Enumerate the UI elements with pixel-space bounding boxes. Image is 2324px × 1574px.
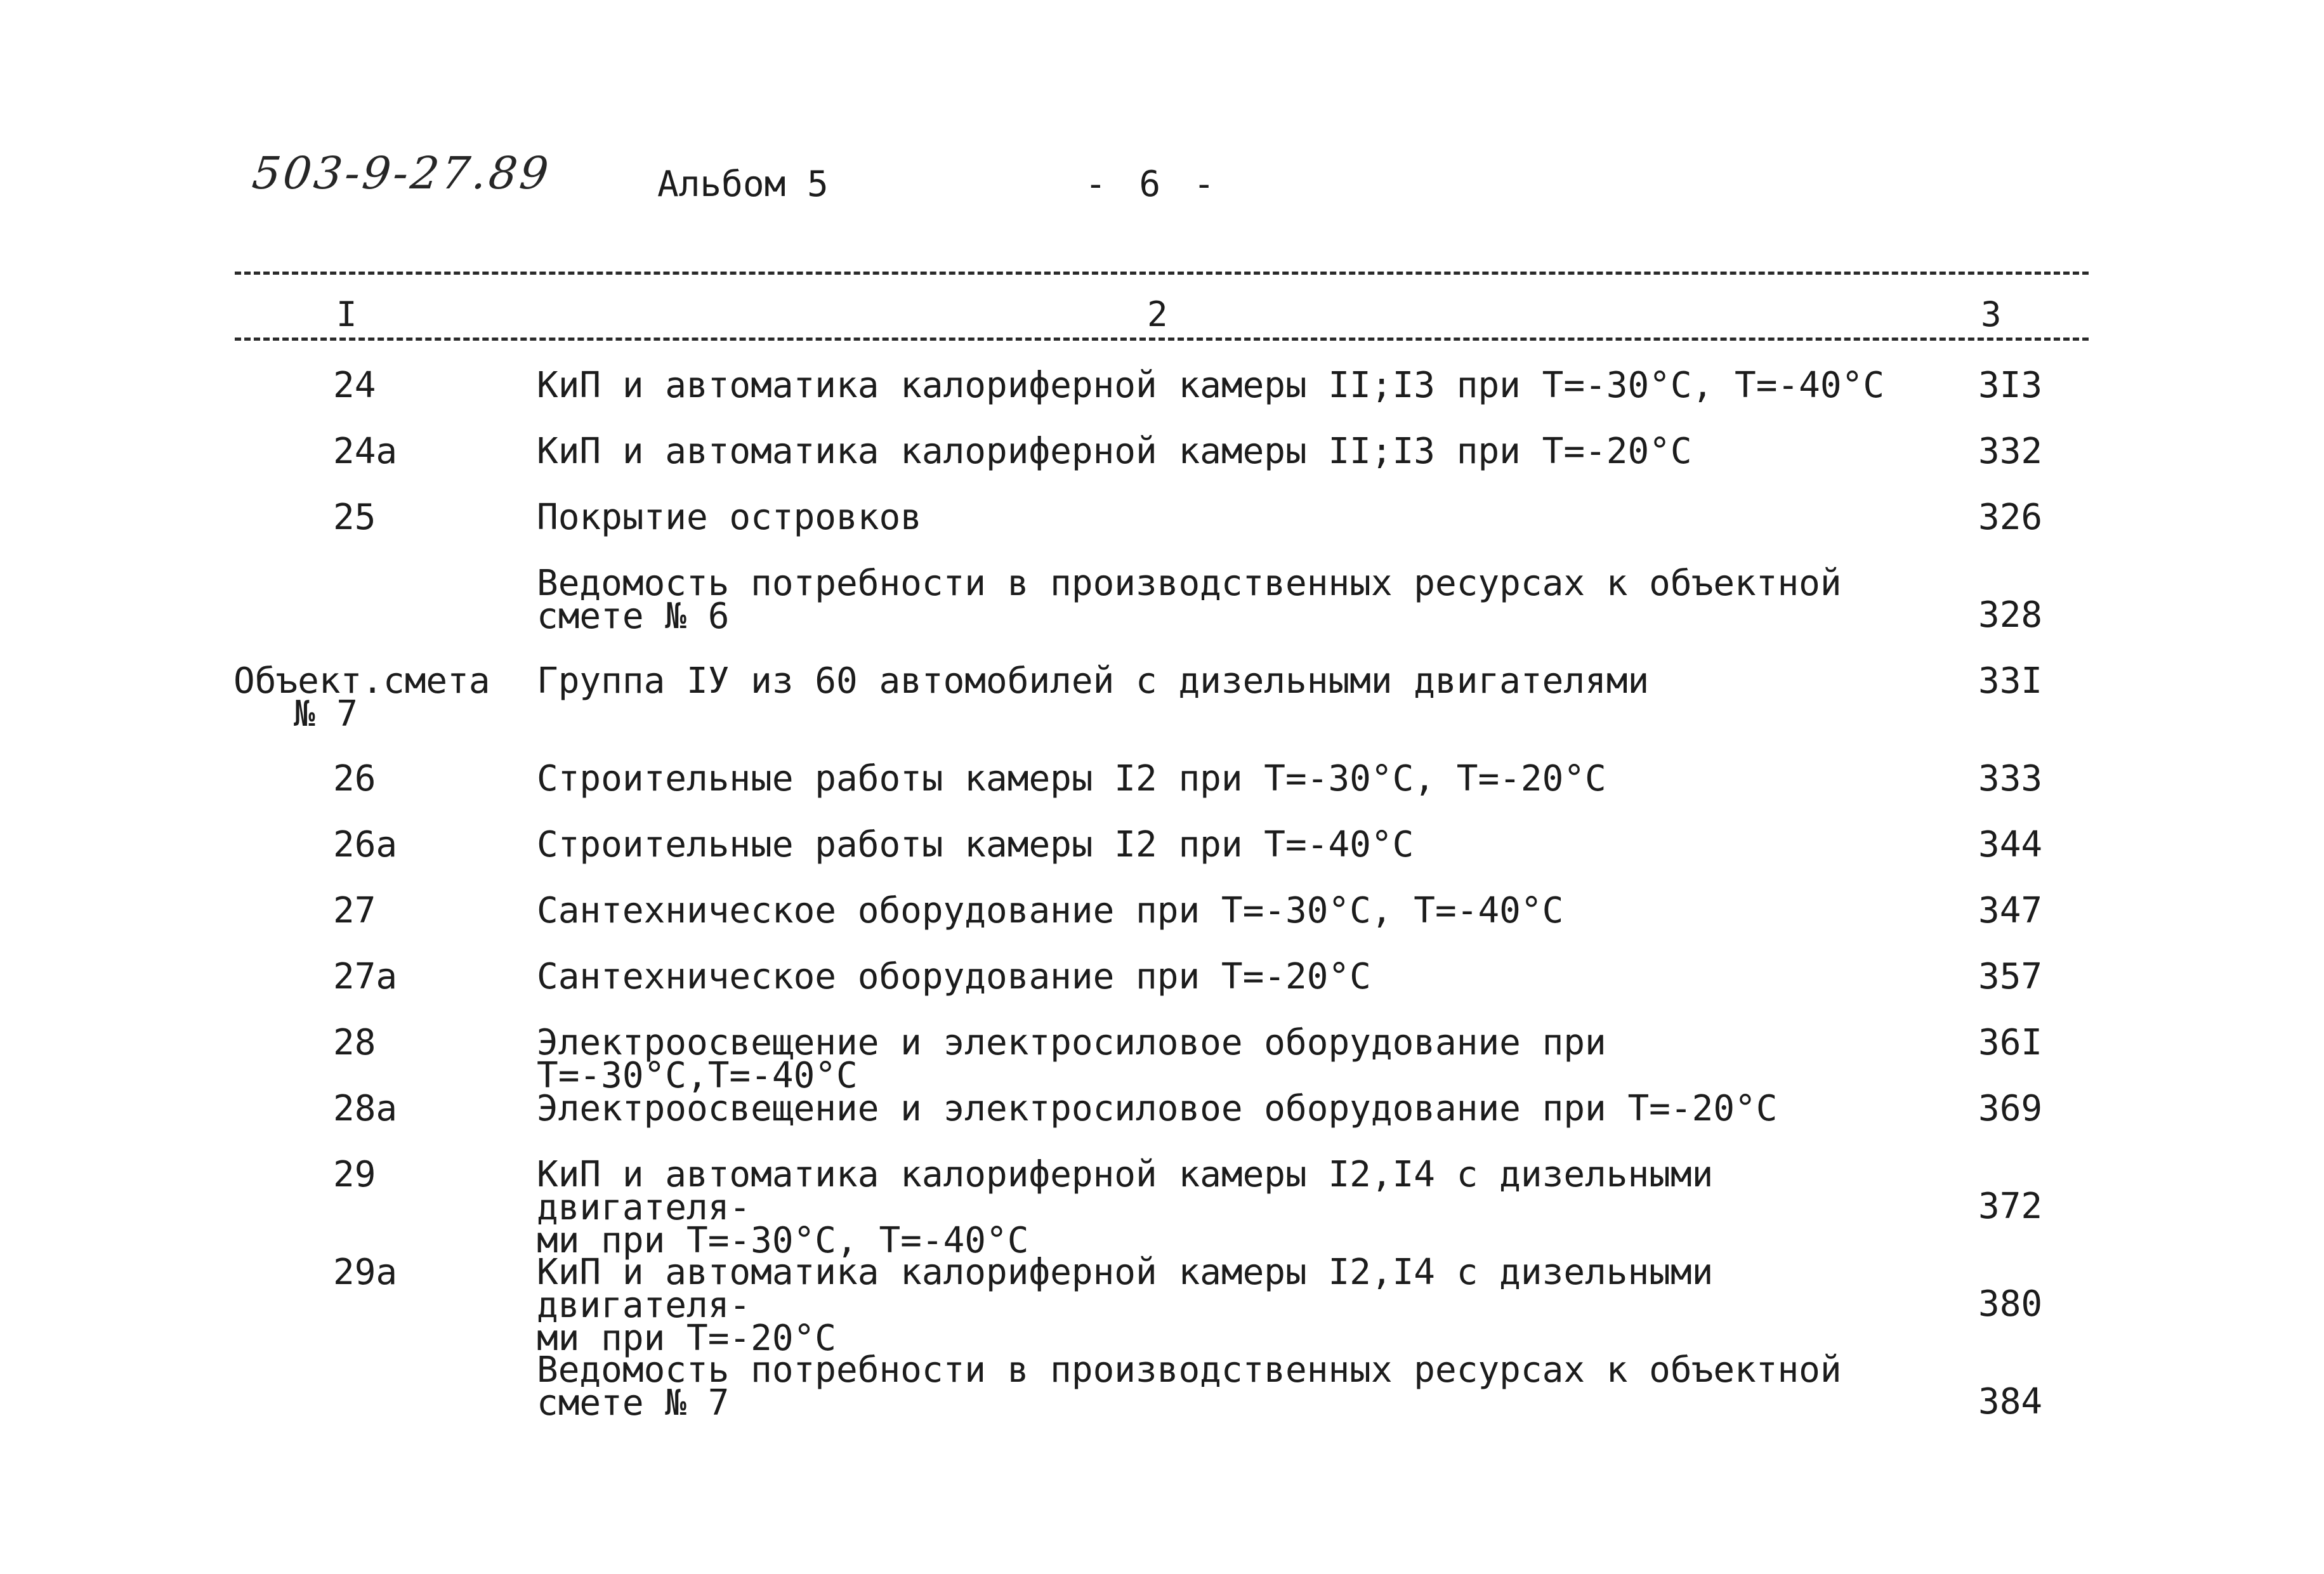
- object-estimate-title: Объект.смета: [233, 660, 490, 702]
- row-page: 36I: [1978, 1022, 2043, 1063]
- row-number: 27а: [333, 956, 398, 997]
- row-description: Сантехническое оборудование при Т=-30°С, Т=-40°С: [537, 890, 1564, 931]
- row-page: 357: [1978, 956, 2043, 997]
- row-description: Строительные работы камеры I2 при Т=-30°С, Т=-20°С: [537, 758, 1606, 799]
- column-header-1: I: [332, 294, 361, 334]
- column-header-2: 2: [1143, 294, 1172, 334]
- table-header-rule: [235, 338, 2089, 341]
- row-page: 33I: [1978, 660, 2043, 702]
- row-page: 3I3: [1978, 365, 2043, 406]
- object-estimate-label: [233, 660, 500, 735]
- document-code: 503-9-27.89: [249, 147, 554, 199]
- row-number: 27: [333, 890, 376, 931]
- row-page: 344: [1978, 824, 2043, 865]
- row-number: 24: [333, 365, 376, 406]
- row-number: 26а: [333, 824, 398, 865]
- row-description: КиП и автоматика калориферной камеры I2,I4 с дизельными двигателя- ми при Т=-20°С: [537, 1252, 1714, 1359]
- object-estimate-number: № 7: [294, 693, 358, 735]
- row-number: 26: [333, 758, 376, 799]
- row-description: Группа IУ из 60 автомобилей с дизельными двигателями: [537, 660, 1650, 702]
- row-number: 25: [333, 497, 376, 538]
- row-number: 24а: [333, 431, 398, 472]
- row-description: Ведомость потребности в производственных ресурсах к объектной смете № 6: [537, 563, 1842, 637]
- row-number: 28а: [333, 1088, 398, 1129]
- row-page: 328: [1978, 594, 2043, 636]
- row-page: 384: [1978, 1381, 2043, 1422]
- row-description: Электроосвещение и электросиловое оборудование при Т=-30°С,Т=-40°С: [537, 1022, 1606, 1096]
- column-header-3: 3: [1977, 294, 2006, 334]
- row-page: 332: [1978, 431, 2043, 472]
- row-description: Покрытие островков: [537, 497, 922, 538]
- page-number: - 6 -: [1085, 164, 1215, 205]
- row-description: Электроосвещение и электросиловое оборудование при Т=-20°С: [537, 1088, 1778, 1129]
- row-page: 372: [1978, 1186, 2043, 1227]
- row-number: 29а: [333, 1252, 398, 1293]
- row-description: КиП и автоматика калориферной камеры I2,I4 с дизельными двигателя- ми при Т=-30°С, Т=-40°С: [537, 1154, 1714, 1261]
- row-page: 333: [1978, 758, 2043, 799]
- row-page: 380: [1978, 1283, 2043, 1325]
- table-top-rule: [235, 272, 2089, 275]
- row-description: КиП и автоматика калориферной камеры II;I3 при Т=-30°С, Т=-40°С: [537, 365, 1885, 406]
- row-page: 347: [1978, 890, 2043, 931]
- row-number: 28: [333, 1022, 376, 1063]
- row-page: 326: [1978, 497, 2043, 538]
- row-description: Ведомость потребности в производственных ресурсах к объектной смете № 7: [537, 1349, 1842, 1424]
- row-description: Строительные работы камеры I2 при Т=-40°С: [537, 824, 1414, 865]
- album-label: Альбом 5: [657, 164, 829, 205]
- row-description: КиП и автоматика калориферной камеры II;I3 при Т=-20°С: [537, 431, 1692, 472]
- row-number: 29: [333, 1154, 376, 1195]
- row-description: Сантехническое оборудование при Т=-20°С: [537, 956, 1371, 997]
- row-page: 369: [1978, 1088, 2043, 1129]
